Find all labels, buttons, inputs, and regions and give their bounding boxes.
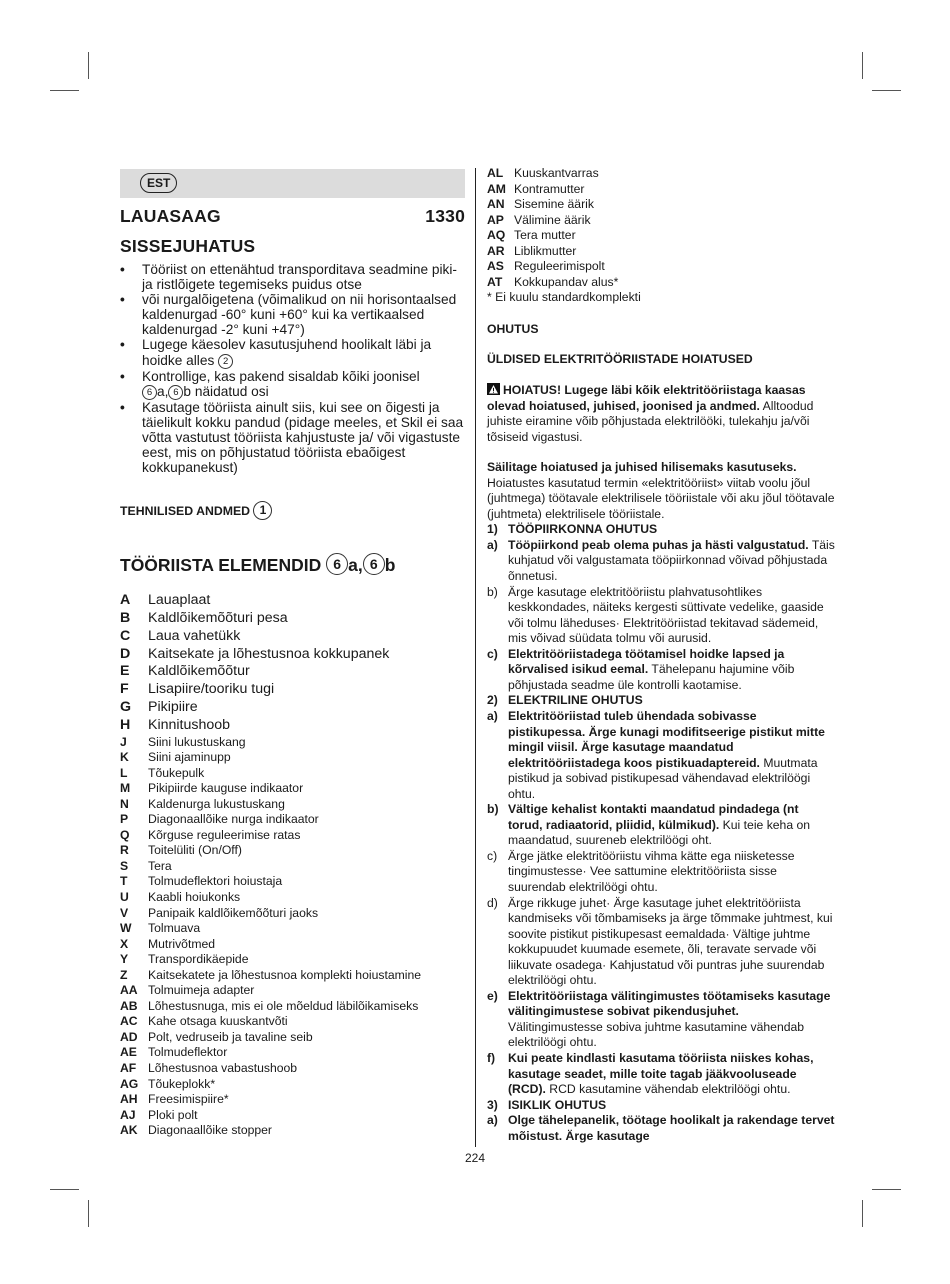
part-code: AQ bbox=[487, 228, 506, 243]
part-label: Lisapiire/tooriku tugi bbox=[148, 681, 275, 698]
part-label: Pikipiirde kauguse indikaator bbox=[148, 781, 304, 796]
part-code: A bbox=[120, 592, 131, 609]
part-item bbox=[120, 610, 465, 628]
parts-list-continued bbox=[487, 166, 835, 290]
safety-section-heading: 2) ELEKTRILINE OHUTUS bbox=[487, 693, 643, 708]
part-label: Kontramutter bbox=[514, 181, 585, 196]
crop-mark bbox=[862, 1200, 863, 1227]
part-label: Ploki polt bbox=[148, 1107, 198, 1122]
part-code: AJ bbox=[120, 1107, 136, 1122]
part-item bbox=[120, 797, 465, 813]
part-item bbox=[487, 166, 835, 182]
part-label: Toitelüliti (On/Off) bbox=[148, 843, 242, 858]
part-label: Kaitsekate ja lõhestusnoa kokkupanek bbox=[148, 645, 390, 662]
part-item bbox=[120, 1092, 465, 1108]
language-badge: EST bbox=[140, 173, 177, 193]
part-code: W bbox=[120, 921, 132, 936]
part-label: Diagonaallõike nurga indikaator bbox=[148, 812, 319, 827]
part-code: P bbox=[120, 812, 129, 827]
part-label: Lõhestusnuga, mis ei ole mõeldud läbilõikamiseks bbox=[148, 998, 419, 1013]
safety-item: a) Elektritööriistad tuleb ühendada sobivasse pistikupessa. Ärge kunagi modifitseerige pistikut mitte mingil viisil. Ärge kasutage maandatud elektritööriistadega koos pistikuadaptereid. Muutmata pistikud ja sobivad pistikupesad vähendavad elektrilöögi ohtu. bbox=[487, 708, 825, 801]
part-item bbox=[120, 890, 465, 906]
figure-ref: 6 bbox=[142, 385, 157, 400]
part-code: AF bbox=[120, 1060, 137, 1075]
part-label: Kaldenurga lukustuskang bbox=[148, 796, 285, 811]
part-label: Siini lukustuskang bbox=[148, 734, 246, 749]
figure-ref: 6 bbox=[168, 385, 183, 400]
part-item bbox=[120, 1030, 465, 1046]
part-label: Kahe otsaga kuuskantvõti bbox=[148, 1014, 288, 1029]
part-item bbox=[120, 750, 465, 766]
part-item bbox=[120, 859, 465, 875]
part-code: AL bbox=[487, 166, 504, 180]
part-label: Pikipiire bbox=[148, 698, 198, 715]
part-code: AP bbox=[487, 212, 504, 227]
part-item bbox=[120, 1061, 465, 1077]
safety-item: b) Vältige kehalist kontakti maandatud pindadega (nt torud, radiaatorid, pliidid, külmikud). Kui teie keha on maandatud, suureneb elektrilöögi oht. bbox=[487, 802, 811, 848]
part-label: Tolmudeflektori hoiustaja bbox=[148, 874, 283, 889]
part-item bbox=[487, 275, 835, 291]
part-item bbox=[487, 182, 835, 198]
part-code: AH bbox=[120, 1092, 138, 1107]
crop-mark bbox=[862, 52, 863, 79]
safety-item: c) Elektritööriistadega töötamisel hoidke lapsed ja kõrvalised isikud eemal. Tähelepanu hajumine võib põhjustada seadme üle kontrolli kaotamise. bbox=[487, 646, 795, 692]
intro-bullet: • Kasutage tööriista ainult siis, kui see on õigesti ja täielikult kokku pandud (pidage meeles, et Skil ei saa võtta vastutust tööriista kahjustuste ja/ või vigastuste eest, mis on põhjustatud tööriista ebaõigest kokkupanekust) bbox=[120, 400, 465, 475]
part-code: U bbox=[120, 889, 129, 904]
part-item bbox=[120, 1077, 465, 1093]
crop-mark bbox=[872, 90, 901, 91]
part-code: B bbox=[120, 609, 131, 626]
safety-item: a) Tööpiirkond peab olema puhas ja hästi valgustatud. Täis kuhjatud või valgustamata tööpiirkonnad võivad põhjustada õnnetusi. bbox=[487, 537, 835, 584]
part-item bbox=[120, 999, 465, 1015]
part-item bbox=[120, 921, 465, 937]
figure-ref: 2 bbox=[218, 354, 233, 369]
safety-item: d) Ärge rikkuge juhet· Ärge kasutage juhet elektritööriista kandmiseks või tõmbamiseks ja ärge tõmmake juhtmest, kui soovite pistikut pistikupesast eemaldada· Vältige juhtme kokkupuudet kuumade esemete, õli, teravate servade või liikuvate osadega· Kahjustatud või puntras juhe suurendab elektrilöögi ohtu. bbox=[487, 895, 833, 988]
figure-ref: 6 bbox=[363, 553, 385, 575]
part-item bbox=[120, 766, 465, 782]
part-code: R bbox=[120, 843, 129, 858]
part-code: AD bbox=[120, 1029, 138, 1044]
intro-bullet: • Lugege käesolev kasutusjuhend hoolikalt läbi ja hoidke alles 2 bbox=[120, 337, 465, 368]
part-label: Tolmudeflektor bbox=[148, 1045, 228, 1060]
safety-item: b) Ärge kasutage elektritööriistu plahvatusohtlikes keskkondades, näiteks kergesti süttivate vedelike, gaaside või tolmu läheduses· Elektritööriistad tekitavad sädemeid, mis võivad süüdata tolmu või aurusid. bbox=[487, 584, 824, 646]
safety-item: c) Ärge jätke elektritööriistu vihma kätte ega niisketesse tingimustesse· Vee sattumine elektritööriista sisse suurendab elektrilöögi ohtu. bbox=[487, 848, 795, 894]
part-code: AG bbox=[120, 1076, 139, 1091]
part-item bbox=[120, 843, 465, 859]
part-item bbox=[120, 812, 465, 828]
part-code: J bbox=[120, 734, 127, 749]
part-label: Tõukeplokk* bbox=[148, 1076, 216, 1091]
safety-item: a) Olge tähelepanelik, töötage hoolikalt ja rakendage tervet mõistust. Ärge kasutage bbox=[487, 1113, 835, 1143]
language-bar bbox=[120, 169, 465, 198]
part-code: C bbox=[120, 627, 131, 644]
part-label: Diagonaallõike stopper bbox=[148, 1123, 272, 1138]
figure-ref: 1 bbox=[253, 501, 272, 520]
part-item bbox=[120, 781, 465, 797]
part-code: AS bbox=[487, 259, 504, 274]
warning-icon bbox=[487, 383, 500, 395]
part-item bbox=[487, 228, 835, 244]
safety-sections bbox=[487, 522, 835, 1144]
part-code: AC bbox=[120, 1014, 138, 1029]
part-label: Lauaplaat bbox=[148, 592, 211, 609]
part-item bbox=[120, 1108, 465, 1124]
model-number: 1330 bbox=[425, 206, 465, 226]
part-label: Sisemine äärik bbox=[514, 197, 594, 212]
part-code: M bbox=[120, 781, 131, 796]
right-column bbox=[487, 166, 835, 1144]
part-label: Panipaik kaldlõikemõõturi jaoks bbox=[148, 905, 319, 920]
intro-bullet: • Tööriist on ettenähtud transporditava seadmine piki- ja ristlõigete tegemiseks puidus otse bbox=[120, 262, 465, 292]
part-label: Kõrguse reguleerimise ratas bbox=[148, 827, 301, 842]
intro-bullet: • või nurgalõigetena (võimalikud on nii horisontaalsed kaldenurgad -60° kuni +60° kui ka vertikaalsed kaldenurgad -2° kuni +47°) bbox=[120, 292, 465, 337]
part-item bbox=[120, 663, 465, 681]
safety-item: f) Kui peate kindlasti kasutama tööriista niiskes kohas, kasutage seadet, mille toite tagab jääkvooluseade (RCD). RCD kasutamine vähendab elektrilöögi ohtu. bbox=[487, 1050, 814, 1097]
part-code: D bbox=[120, 645, 131, 662]
part-code: AM bbox=[487, 181, 506, 196]
keep-instructions-block: Säilitage hoiatused ja juhised hilisemaks kasutuseks. Hoiatustes kasutatud termin «elektritööriist» viitab voolu jõul (juhtmega) töötavale elektrilisele tööriistale või aku jõul töötavale (juhtmeta) elektrilisele tööriistale. bbox=[487, 460, 835, 521]
general-warnings-heading: ÜLDISED ELEKTRITÖÖRIISTADE HOIATUSED bbox=[487, 352, 753, 367]
part-label: Kinnitushoob bbox=[148, 716, 231, 733]
part-code: K bbox=[120, 750, 129, 765]
part-label: Kaabli hoiukonks bbox=[148, 889, 241, 904]
part-code: Z bbox=[120, 967, 128, 982]
page-number: 224 bbox=[464, 1151, 486, 1165]
safety-heading: OHUTUS bbox=[487, 321, 539, 336]
part-code: AN bbox=[487, 197, 505, 212]
part-item bbox=[120, 592, 465, 610]
crop-mark bbox=[50, 90, 79, 91]
safety-item: e) Elektritööriistaga välitingimustes töötamiseks kasutage välitingimustese sobivat pikendusjuhet. Välitingimustesse sobiva juhtme kasutamine vähendab elektrilöögi ohtu. bbox=[487, 988, 831, 1050]
part-code: AE bbox=[120, 1045, 137, 1060]
part-item bbox=[120, 699, 465, 717]
elements-heading: TÖÖRIISTA ELEMENDID 6 a, 6 b bbox=[120, 555, 396, 576]
safety-section-heading: 3) ISIKLIK OHUTUS bbox=[487, 1097, 607, 1112]
part-item bbox=[487, 244, 835, 260]
crop-mark bbox=[88, 1200, 89, 1227]
part-code: AT bbox=[487, 274, 503, 289]
part-label: Tera bbox=[148, 858, 172, 873]
part-item bbox=[120, 874, 465, 890]
part-code: N bbox=[120, 796, 129, 811]
part-item bbox=[120, 952, 465, 968]
part-code: T bbox=[120, 874, 128, 889]
part-label: Välimine äärik bbox=[514, 212, 591, 227]
part-label: Kaldlõikemõõturi pesa bbox=[148, 609, 288, 626]
crop-mark bbox=[50, 1189, 79, 1190]
intro-bullet: • Kontrollige, kas pakend sisaldab kõiki joonisel 6 a, 6 b näidatud osi bbox=[120, 369, 465, 400]
part-label: Polt, vedruseib ja tavaline seib bbox=[148, 1029, 313, 1044]
part-code: V bbox=[120, 905, 129, 920]
part-code: AA bbox=[120, 983, 138, 998]
part-label: Lõhestusnoa vabastushoob bbox=[148, 1060, 298, 1075]
part-item bbox=[120, 937, 465, 953]
part-label: Tera mutter bbox=[514, 228, 576, 243]
part-code: L bbox=[120, 765, 128, 780]
part-item bbox=[120, 906, 465, 922]
safety-section-heading: 1) TÖÖPIIRKONNA OHUTUS bbox=[487, 522, 658, 537]
part-item bbox=[487, 213, 835, 229]
title-row bbox=[120, 206, 465, 227]
part-code: Q bbox=[120, 827, 130, 842]
part-code: AK bbox=[120, 1123, 138, 1138]
part-label: Reguleerimispolt bbox=[514, 259, 605, 274]
footnote: * Ei kuulu standardkomplekti bbox=[487, 290, 641, 305]
part-label: Kaldlõikemõõtur bbox=[148, 663, 250, 680]
part-item bbox=[120, 1045, 465, 1061]
part-code: H bbox=[120, 716, 131, 733]
part-item bbox=[487, 197, 835, 213]
part-label: Mutrivõtmed bbox=[148, 936, 216, 951]
intro-list bbox=[120, 262, 465, 475]
left-column bbox=[120, 169, 465, 1139]
part-label: Tolmuimeja adapter bbox=[148, 983, 255, 998]
part-code: AR bbox=[487, 243, 505, 258]
part-item bbox=[120, 628, 465, 646]
part-item bbox=[487, 259, 835, 275]
part-code: Y bbox=[120, 952, 129, 967]
crop-mark bbox=[872, 1189, 901, 1190]
part-item bbox=[120, 1014, 465, 1030]
part-label: Tõukepulk bbox=[148, 765, 205, 780]
part-item bbox=[120, 717, 465, 735]
crop-mark bbox=[88, 52, 89, 79]
part-code: S bbox=[120, 858, 129, 873]
intro-heading: SISSEJUHATUS bbox=[120, 236, 256, 256]
part-label: Transpordikäepide bbox=[148, 952, 249, 967]
part-label: Liblikmutter bbox=[514, 243, 577, 258]
column-divider bbox=[475, 168, 476, 1147]
part-item bbox=[120, 735, 465, 751]
part-label: Kaitsekatete ja lõhestusnoa komplekti hoiustamine bbox=[148, 967, 422, 982]
part-label: Siini ajaminupp bbox=[148, 750, 231, 765]
part-item bbox=[120, 681, 465, 699]
part-label: Laua vahetükk bbox=[148, 627, 241, 644]
parts-list bbox=[120, 592, 465, 1139]
part-code: F bbox=[120, 681, 129, 698]
part-item bbox=[120, 983, 465, 999]
part-label: Kokkupandav alus* bbox=[514, 274, 619, 289]
part-code: AB bbox=[120, 998, 138, 1013]
tech-data-heading: TEHNILISED ANDMED 1 bbox=[120, 501, 465, 520]
part-item bbox=[120, 968, 465, 984]
part-code: E bbox=[120, 663, 130, 680]
warning-block: HOIATUS! Lugege läbi kõik elektritööriistaga kaasas olevad hoiatused, juhised, joonised ja andmed. Alltoodud juhiste eiramine võib põhjustada elektrilööki, tulekahju ja/või tõsiseid vigastusi. bbox=[487, 383, 814, 444]
part-label: Freesimispiire* bbox=[148, 1092, 229, 1107]
part-code: G bbox=[120, 698, 132, 715]
part-code: X bbox=[120, 936, 129, 951]
part-item bbox=[120, 828, 465, 844]
page-title: LAUASAAG bbox=[120, 206, 221, 226]
part-label: Kuuskantvarras bbox=[514, 166, 599, 180]
part-item bbox=[120, 646, 465, 664]
part-label: Tolmuava bbox=[148, 921, 201, 936]
figure-ref: 6 bbox=[326, 553, 348, 575]
part-item bbox=[120, 1123, 465, 1139]
